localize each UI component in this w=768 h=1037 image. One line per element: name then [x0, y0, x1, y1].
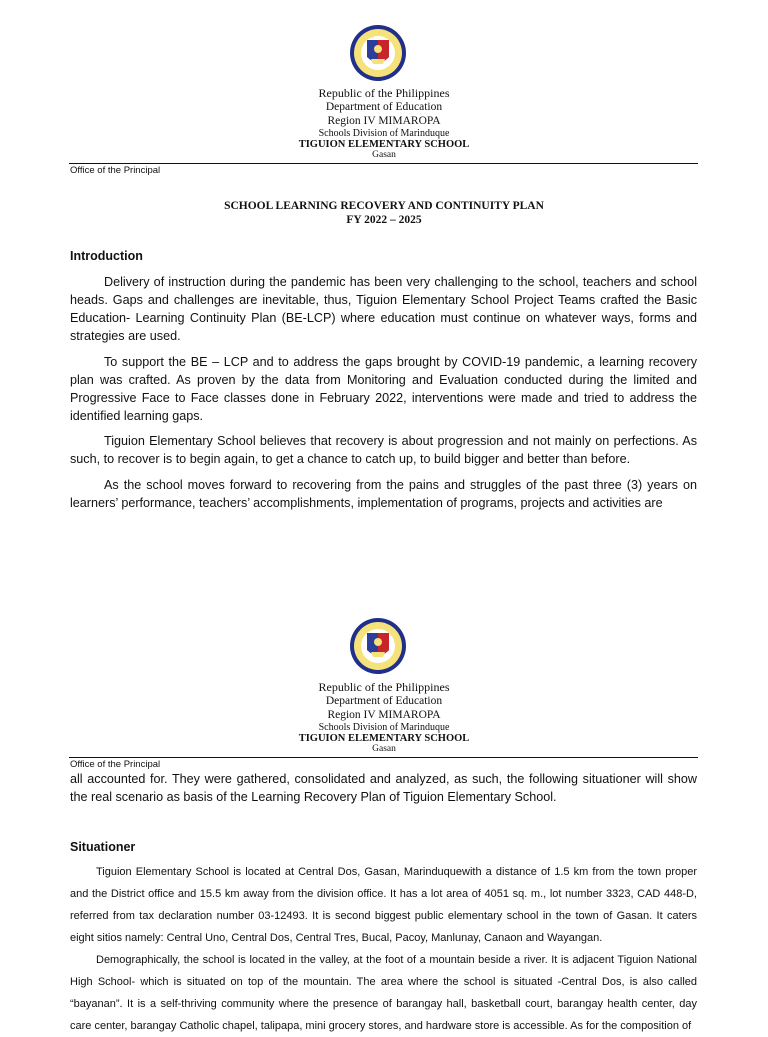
letterhead-town: Gasan	[372, 744, 396, 754]
letterhead-republic: Republic of the Philippines	[318, 86, 450, 100]
letterhead-republic: Republic of the Philippines	[318, 680, 450, 694]
letterhead-town: Gasan	[372, 150, 396, 160]
office-label: Office of the Principal	[70, 165, 161, 176]
situationer-heading: Situationer	[70, 840, 136, 854]
letterhead-page1	[0, 86, 768, 161]
intro-paragraph-1: Delivery of instruction during the pandemic has been very challenging to the school, teachers and school heads. Gaps and challenges are inevitable, thus, Tiguion Elementary School Project Teams crafted the Basic Education- Learning Continuity Plan (BE-LCP) where education must continue on whatever ways, forms and strategies are used.	[70, 275, 697, 343]
letterhead-division: Schools Division of Marinduque	[318, 128, 450, 139]
office-label: Office of the Principal	[70, 759, 161, 770]
document-title	[0, 199, 768, 227]
situationer-paragraph-1: Tiguion Elementary School is located at Central Dos, Gasan, Marinduquewith a distance of 1.5 km from the town proper and the District office and 15.5 km away from the division office. It has a lot area of 4051 sq. m., lot number 3323, CAD 448-D, referred from tax declaration number 03-12493. It is second biggest public elementary school in the town of Gasan. It caters eight sitios namely: Central Uno, Central Dos, Central Tres, Bucal, Pacoy, Manlunay, Canaon and Wayangan.	[70, 866, 697, 944]
letterhead-page2	[0, 680, 768, 755]
letterhead-school: TIGUION ELEMENTARY SCHOOL	[298, 139, 470, 150]
letterhead-region: Region IV MIMAROPA	[327, 709, 441, 721]
letterhead-region: Region IV MIMAROPA	[327, 115, 441, 127]
deped-seal-icon	[349, 617, 407, 675]
deped-seal-icon	[349, 24, 407, 82]
introduction-heading: Introduction	[70, 249, 143, 263]
continuation-paragraph: all accounted for. They were gathered, consolidated and analyzed, as such, the following situationer will show the real scenario as basis of the Learning Recovery Plan of Tiguion Elementary School.	[70, 772, 697, 804]
letterhead-department: Department of Education	[325, 695, 443, 707]
intro-paragraph-4: As the school moves forward to recovering from the pains and struggles of the past three (3) years on learners’ performance, teachers’ accomplishments, implementation of programs, projects and activities are	[70, 478, 697, 510]
title-line-1: SCHOOL LEARNING RECOVERY AND CONTINUITY PLAN	[224, 200, 544, 212]
situationer-paragraph-2: Demographically, the school is located in the valley, at the foot of a mountain beside a river. It is adjacent Tiguion National High School- which is situated on top of the mountain. The area where the school is situated -Central Dos, is also called “bayanan”. It is a self-thriving community where the presence of barangay hall, basketball court, barangay health center, day care center, barangay Catholic chapel, talipapa, mini grocery stores, and hardware store is accessible. As for the composition of	[70, 954, 697, 1032]
letterhead-division: Schools Division of Marinduque	[318, 722, 450, 733]
title-line-2: FY 2022 – 2025	[346, 214, 422, 226]
intro-paragraph-2: To support the BE – LCP and to address the gaps brought by COVID-19 pandemic, a learning recovery plan was crafted. As proven by the data from Monitoring and Evaluation conducted during the limited and Progressive Face to Face classes done in February 2022, interventions were made and tried to address the identified learning gaps.	[70, 355, 697, 423]
intro-paragraph-3: Tiguion Elementary School believes that recovery is about progression and not mainly on perfections. As such, to recover is to begin again, to get a chance to catch up, to build bigger and better than before.	[70, 434, 697, 466]
letterhead-department: Department of Education	[325, 101, 443, 113]
letterhead-school: TIGUION ELEMENTARY SCHOOL	[298, 733, 470, 744]
letterhead-divider	[69, 757, 698, 758]
letterhead-divider	[69, 163, 698, 164]
